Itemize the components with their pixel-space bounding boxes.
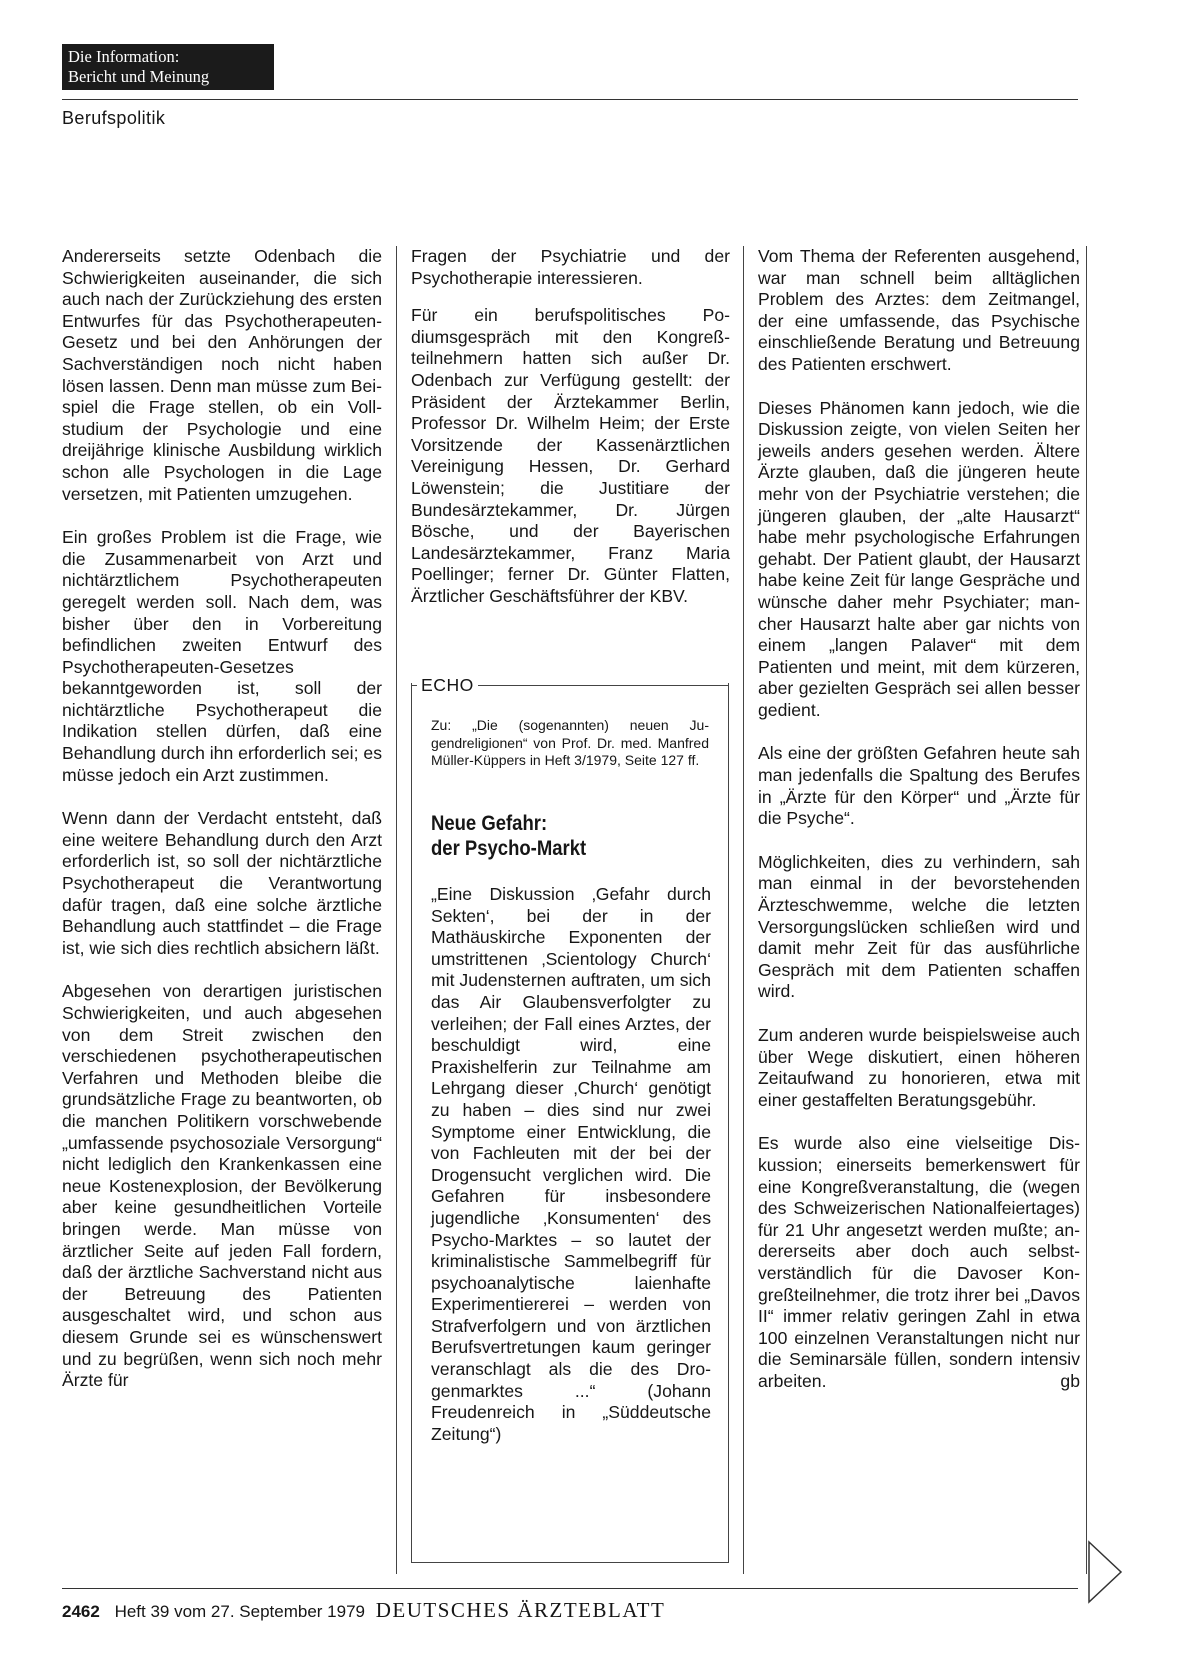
section-title: Berufspolitik <box>62 108 166 128</box>
column-divider <box>396 246 397 1574</box>
column-divider <box>1086 246 1087 1574</box>
paragraph: Abgesehen von derartigen juristischen Schwierigkeiten, und auch abgesehen von dem Streit zwischen den verschiedenen psychotherapeutischen Verfahren und Methoden bleibe die grundsätzliche Frage zu beantworten, ob die manchen Politikern vorschwebende „umfassende psychosoziale Versorgung“ nicht lediglich den Krankenkassen eine neue Kostenexplosion, der Bevölkerung aber keine gesundheitlichen Vorteile bringen werde. Man müsse von ärztlicher Seite auf jeden Fall fordern, daß der ärztliche Sachverstand nicht aus der Betreuung des Patienten ausgeschaltet wird, und schon aus diesem Grunde sei es wünschenswert und zu begrüßen, wenn sich noch mehr Ärzte für <box>62 981 382 1391</box>
paragraph: Andererseits setzte Odenbach die Schwierigkeiten auseinander, die sich auch nach der Zurückziehung des ersten Entwurfes für das Psychotherapeuten-Gesetz und bei den Anhörungen der Sachverständigen noch nicht haben lösen lassen. Denn man müsse zum Beispiel die Frage stellen, ob ein Vollstudium der Psychologie und eine dreijährige klinische Ausbildung wirklich schon alle Psychologen in die Lage versetzen, mit Patienten umzugehen. <box>62 246 382 504</box>
bottom-rule <box>62 1588 1078 1589</box>
column-divider <box>743 246 744 1574</box>
journal-name: DEUTSCHES ÄRZTEBLATT <box>375 1598 666 1622</box>
continue-arrow-icon <box>1087 1540 1123 1604</box>
paragraph: Möglichkeiten, dies zu verhindern, sah man einmal in der bevorstehenden Ärzteschwemme, welche die letzten Versorgungslücken schließen wird und damit mehr Zeit für das ausführliche Gespräch mit dem Patienten schaffen wird. <box>758 851 1080 1002</box>
column-2 <box>411 246 730 630</box>
column-3 <box>758 246 1080 1393</box>
author-signature: gb <box>1060 1370 1080 1391</box>
paragraph: Dieses Phänomen kann jedoch, wie die Diskussion zeigte, von vielen Seiten her jeweils anders gesehen werden. Ältere Ärzte glauben, daß die jüngeren heute mehr von der Psychiatrie verstehen; die jüngeren glauben, der „alte Hausarzt“ habe mehr psychologische Erfahrungen gehabt. Der Patient glaubt, der Hausarzt habe keine Zeit für lange Gespräche und wünsche daher mehr Psychiater; mancher Hausarzt halte aber gar nichts von einem „langen Palaver“ mit dem Patienten und meint, mit dem kürzeren, aber gezielten Gespräch sei allen besser gedient. <box>758 397 1080 720</box>
masthead-line-2: Bericht und Meinung <box>68 67 210 86</box>
paragraph: Ein großes Problem ist die Frage, wie die Zusammenarbeit von Arzt und nichtärztlichem Psychotherapeuten geregelt werden soll. Nach dem, was bisher über den in Vorbereitung befindlichen zweiten Entwurf des Psychotherapeuten-Gesetzes bekanntgeworden ist, soll der nichtärztliche Psychotherapeut die Indikation stellen dürfen, daß eine Behandlung durch ihn erforderlich sei; es müsse jedoch ein Arzt zustimmen. <box>62 527 382 785</box>
echo-headline <box>431 811 672 861</box>
echo-body: „Eine Diskussion ‚Gefahr durch Sekten‘, bei der in der Mathäuskirche Exponenten der umstrittenen ‚Scientology Church‘ mit Judensternen auftraten, um sich das Air Glaubensverfolgter zu verleihen; der Fall eines Arztes, der beschuldigt wird, eine Praxishelferin zur Teilnahme am Lehrgang dieser ‚Church‘ genötigt zu haben – dies sind nur zwei Symptome einer Entwicklung, die von Fachleuten mit der bei der Drogensucht verglichen wird. Die Gefahren für insbesondere jugendliche ‚Konsumenten‘ des Psycho-Marktes – so lautet der kriminalistische Sammelbegriff für psychoanalytische laienhafte Experimentiererei – werden von Strafverfolgern und von ärztlichen Berufsvertretungen kaum geringer veranschlagt als die des Drogenmarktes ...“ (Johann Freudenreich in „Süddeutsche Zeitung“) <box>431 884 711 1444</box>
top-rule <box>62 99 1078 100</box>
paragraph: Als eine der größten Gefahren heute sah man jedenfalls die Spaltung des Berufes in „Ärzte für den Körper“ und „Ärzte für die Psyche“. <box>758 743 1080 829</box>
column-1 <box>62 246 382 1392</box>
echo-headline-line-2: der Psycho-Markt <box>431 836 587 860</box>
paragraph-text: Es wurde also eine vielseitige Diskussion; einerseits bemerkenswert für eine Kongreßveranstaltung, die (wegen des Schweizerischen Nationalfeiertages) für 21 Uhr angesetzt werden mußte; andererseits aber doch auch selbstverständlich für die Davoser Kongreßteilnehmer, die trotz ihrer bei „Davos II“ immer relativ geringen Zahl in etwa 100 einzelnen Veranstaltungen nicht nur die Seminarsäle füllen, sondern intensiv arbeiten. <box>758 1133 1080 1391</box>
masthead-line-1: Die Information: <box>68 47 180 66</box>
paragraph: Für ein berufspolitisches Podiumsgespräch mit den Kongreßteilnehmern hatten sich außer Dr. Odenbach zur Verfügung gestellt: der Präsident der Ärztekammer Berlin, Professor Dr. Wilhelm Heim; der Erste Vorsitzende der Kassenärztlichen Vereinigung Hessen, Dr. Gerhard Löwenstein; die Justitiare der Bundesärztekammer, Dr. Jürgen Bösche, und der Bayerischen Landesärztekammer, Franz Maria Poellinger; ferner Dr. Günter Flatten, Ärztlicher Geschäftsführer der KBV. <box>411 305 730 606</box>
echo-reference: Zu: „Die (sogenannten) neuen Jugendreligionen“ von Prof. Dr. med. Manfred Müller-Küppers in Heft 3/1979, Seite 127 ff. <box>431 717 709 768</box>
paragraph: Fragen der Psychiatrie und der Psychotherapie interessieren. <box>411 246 730 288</box>
paragraph: Wenn dann der Verdacht entsteht, daß eine weitere Behandlung durch den Arzt erforderlich ist, so soll der nichtärztliche Psychotherapeut die Verantwortung dafür tragen, daß eine solche ärztliche Behandlung auch stattfindet – die Frage ist, wie sich dies rechtlich absichern läßt. <box>62 808 382 958</box>
page-number: 2462 <box>62 1602 100 1621</box>
paragraph <box>758 1133 1080 1392</box>
paragraph: Zum anderen wurde beispielsweise auch über Wege diskutiert, einen höheren Zeitaufwand zu honorieren, etwa mit einer gestaffelten Beratungsgebühr. <box>758 1025 1080 1110</box>
echo-box-top-left <box>411 685 417 686</box>
footer <box>62 1598 665 1623</box>
echo-box-top-right <box>478 685 729 686</box>
issue-info: Heft 39 vom 27. September 1979 <box>114 1602 365 1621</box>
masthead <box>62 44 274 90</box>
echo-label: ECHO <box>421 675 474 695</box>
echo-headline-line-1: Neue Gefahr: <box>431 811 548 835</box>
paragraph: Vom Thema der Referenten ausgehend, war man schnell beim alltäglichen Problem des Arztes: dem Zeitmangel, der eine umfassende, das Psychische einschließende Beratung und Betreuung des Patienten erschwert. <box>758 246 1080 374</box>
